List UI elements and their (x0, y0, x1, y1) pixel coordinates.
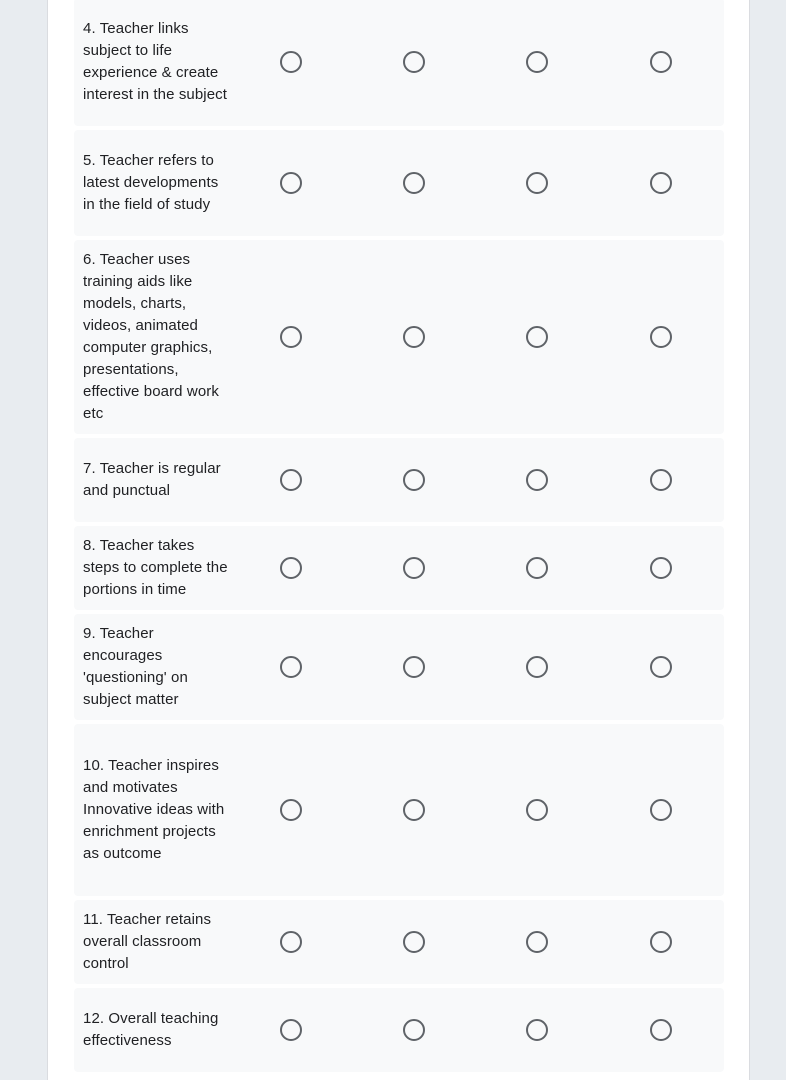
radio-group (233, 656, 724, 678)
grid-row-4 (74, 0, 724, 126)
row-label: 11. Teacher retains overall classroom control (83, 911, 212, 972)
grid-row-12 (74, 988, 724, 1072)
radio-option-1[interactable] (280, 799, 302, 821)
row-label: 4. Teacher links subject to life experience & create interest in the subject (83, 20, 228, 103)
radio-option-1[interactable] (280, 469, 302, 491)
radio-option-4[interactable] (650, 557, 672, 579)
radio-option-3[interactable] (526, 172, 548, 194)
radio-option-4[interactable] (650, 656, 672, 678)
radio-option-2[interactable] (403, 326, 425, 348)
radio-option-2[interactable] (403, 51, 425, 73)
radio-option-4[interactable] (650, 51, 672, 73)
grid-row-10 (74, 724, 724, 896)
grid-row-9 (74, 614, 724, 720)
grid-row-8 (74, 526, 724, 610)
radio-option-1[interactable] (280, 656, 302, 678)
radio-group (233, 469, 724, 491)
radio-option-3[interactable] (526, 799, 548, 821)
radio-option-3[interactable] (526, 326, 548, 348)
radio-option-1[interactable] (280, 931, 302, 953)
radio-option-2[interactable] (403, 172, 425, 194)
grid-row-7 (74, 438, 724, 522)
row-label: 6. Teacher uses training aids like models, charts, videos, animated computer graphics, presentations, effective board work etc (83, 251, 219, 422)
radio-option-4[interactable] (650, 799, 672, 821)
radio-option-2[interactable] (403, 557, 425, 579)
radio-group (233, 51, 724, 73)
row-label: 10. Teacher inspires and motivates Innovative ideas with enrichment projects as outcome (83, 757, 225, 862)
radio-option-3[interactable] (526, 656, 548, 678)
rating-grid (74, 0, 724, 1076)
radio-group (233, 799, 724, 821)
row-label: 5. Teacher refers to latest developments in the field of study (83, 152, 219, 213)
row-label: 8. Teacher takes steps to complete the portions in time (83, 537, 228, 598)
radio-option-1[interactable] (280, 557, 302, 579)
radio-option-3[interactable] (526, 931, 548, 953)
radio-option-4[interactable] (650, 326, 672, 348)
radio-group (233, 172, 724, 194)
grid-row-5 (74, 130, 724, 236)
radio-option-1[interactable] (280, 326, 302, 348)
radio-option-2[interactable] (403, 931, 425, 953)
radio-option-4[interactable] (650, 469, 672, 491)
radio-group (233, 326, 724, 348)
radio-option-3[interactable] (526, 51, 548, 73)
radio-option-2[interactable] (403, 656, 425, 678)
radio-option-3[interactable] (526, 469, 548, 491)
row-label: 12. Overall teaching effectiveness (83, 1010, 219, 1049)
grid-row-11 (74, 900, 724, 984)
radio-option-4[interactable] (650, 1019, 672, 1041)
radio-option-1[interactable] (280, 1019, 302, 1041)
radio-group (233, 931, 724, 953)
row-label: 7. Teacher is regular and punctual (83, 460, 221, 499)
radio-group (233, 1019, 724, 1041)
radio-option-4[interactable] (650, 931, 672, 953)
radio-option-4[interactable] (650, 172, 672, 194)
form-card (47, 0, 750, 1080)
radio-option-3[interactable] (526, 1019, 548, 1041)
row-label: 9. Teacher encourages 'questioning' on subject matter (83, 625, 188, 708)
grid-row-6 (74, 240, 724, 434)
radio-option-2[interactable] (403, 1019, 425, 1041)
radio-option-3[interactable] (526, 557, 548, 579)
radio-option-2[interactable] (403, 469, 425, 491)
radio-option-1[interactable] (280, 172, 302, 194)
radio-option-1[interactable] (280, 51, 302, 73)
radio-group (233, 557, 724, 579)
radio-option-2[interactable] (403, 799, 425, 821)
